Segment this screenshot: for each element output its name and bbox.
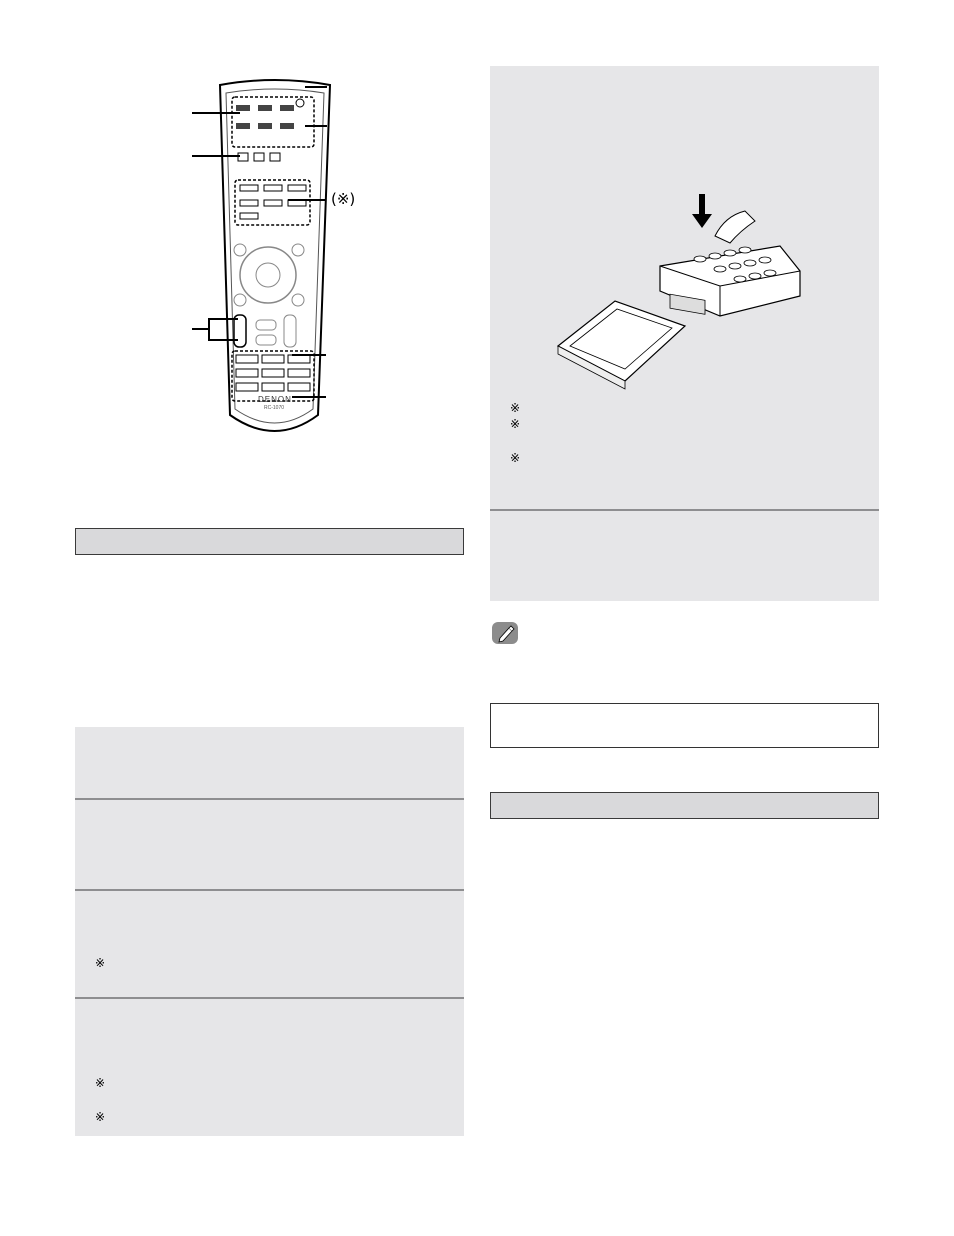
step3-note-mark: ※ [95, 956, 106, 970]
section-header-bar-right [490, 792, 879, 819]
callout-line-lower-right [292, 354, 326, 356]
step-box-right-1 [490, 66, 879, 509]
arrow-down-icon [692, 194, 712, 230]
step-box-2 [75, 800, 464, 889]
remote-figure [180, 75, 370, 450]
figure-note-mark-1: ※ [510, 401, 521, 415]
figure-note-mark-3: ※ [510, 451, 521, 465]
remote-brand: DENON [258, 395, 292, 404]
remote-model: RC-1070 [264, 405, 285, 411]
callout-line-volume-top [208, 318, 238, 320]
callout-line-top-left [192, 112, 240, 114]
step-box-4 [75, 999, 464, 1136]
section-header-bar-left [75, 528, 464, 555]
callout-line-top-right-2 [305, 125, 327, 127]
callout-line-mid-left [192, 155, 240, 157]
step-box-right-2 [490, 511, 879, 601]
step4-note-mark-2: ※ [95, 1110, 106, 1124]
outlined-info-box [490, 703, 879, 748]
step4-note-mark-1: ※ [95, 1076, 106, 1090]
callout-line-lower-right-2 [292, 396, 326, 398]
callout-line-volume-bottom [208, 339, 238, 341]
callout-mark: (※) [331, 190, 356, 208]
figure-note-mark-2: ※ [510, 417, 521, 431]
pencil-icon [492, 622, 518, 644]
callout-line-middle-right [288, 199, 326, 201]
remote-control-drawing [180, 75, 370, 450]
callout-line-volume-v [208, 318, 210, 340]
callout-line-top-right [305, 86, 327, 88]
step-box-3 [75, 891, 464, 997]
step-box-1 [75, 727, 464, 799]
